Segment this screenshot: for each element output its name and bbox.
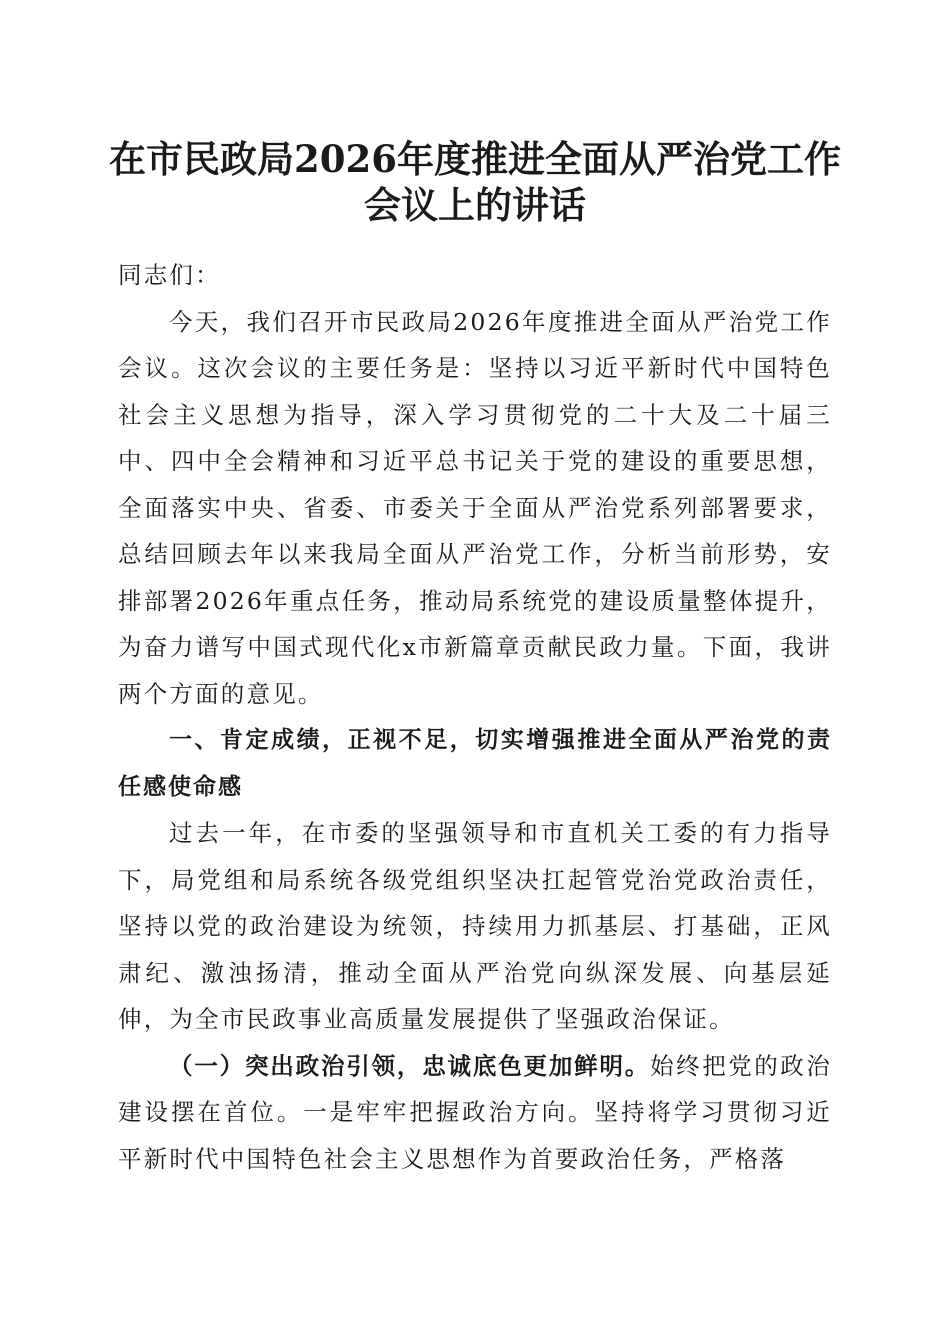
- document-body: [118, 252, 832, 1182]
- salutation: 同志们：: [118, 261, 221, 289]
- paragraph-political-leadership: [118, 1043, 832, 1183]
- subheading-1: （一）突出政治引领，忠诚底色更加鲜明。: [169, 1051, 651, 1080]
- paragraph-achievements: 过去一年，在市委的坚强领导和市直机关工委的有力指导下，局党组和局系统各级党组织坚决扛起管党治党政治责任，坚持以党的政治建设为统领，持续用力抓基层、打基础，正风肃纪、激浊扬清，推动全面从严治党向纵深发展、向基层延伸，为全市民政事业高质量发展提供了坚强政治保证。: [118, 819, 832, 1033]
- title-line-1: 在市民政局2026年度推进全面从严治党工作: [109, 137, 841, 181]
- document-title: [0, 136, 950, 228]
- title-line-2: 会议上的讲话: [364, 183, 586, 227]
- section-heading-1: 一、肯定成绩，正视不足，切实增强推进全面从严治党的责任感使命感: [118, 727, 832, 800]
- paragraph-political-leadership-text: 始终把党的政治建设摆在首位。一是牢牢把握政治方向。坚持将学习贯彻习近平新时代中国特色社会主义思想作为首要政治任务，严格落: [118, 1051, 832, 1173]
- paragraph-intro: 今天，我们召开市民政局2026年度推进全面从严治党工作会议。这次会议的主要任务是：坚持以习近平新时代中国特色社会主义思想为指导，深入学习贯彻党的二十大及二十届三中、四中全会精神和习近平总书记关于党的建设的重要思想，全面落实中央、省委、市委关于全面从严治党系列部署要求，总结回顾去年以来我局全面从严治党工作，分析当前形势，安排部署2026年重点任务，推动局系统党的建设质量整体提升，为奋力谱写中国式现代化x市新篇章贡献民政力量。下面，我讲两个方面的意见。: [118, 307, 832, 708]
